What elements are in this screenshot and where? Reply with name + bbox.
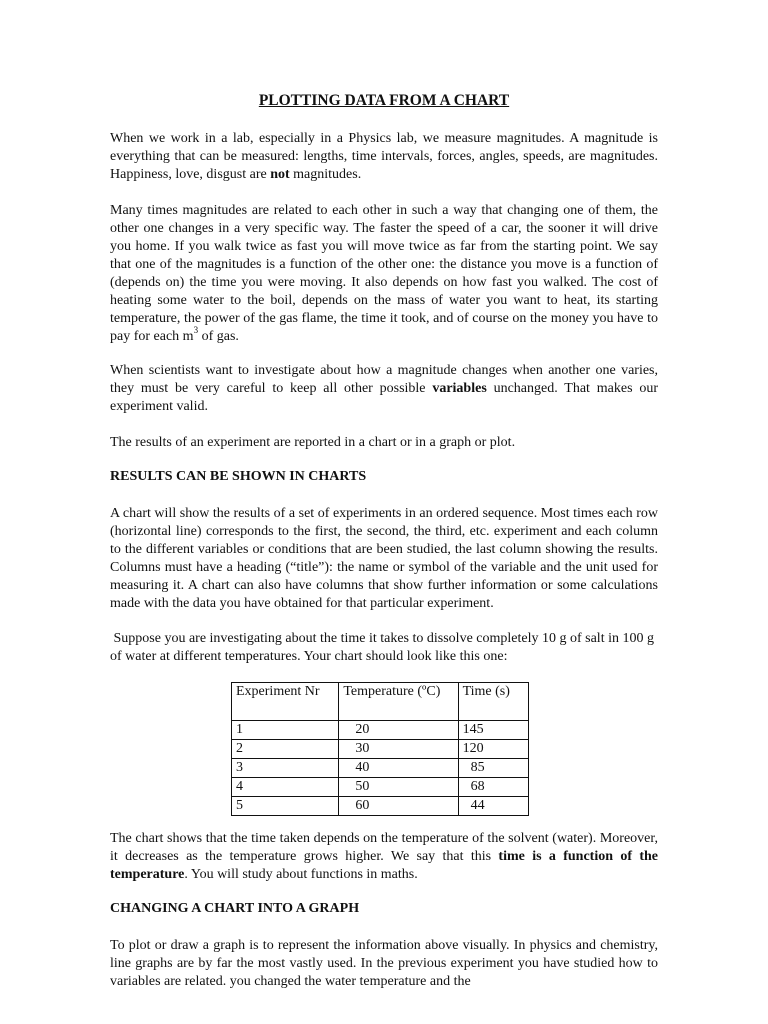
table-cell: 4 bbox=[232, 778, 339, 797]
table-cell: 44 bbox=[458, 797, 528, 816]
function-text: The chart shows that the time taken depends on the temperature of the solvent (water). Moreover, it decreases as the temperature grows higher. We say that this bbox=[110, 831, 658, 864]
salt-experiment-paragraph: Suppose you are investigating about the time it takes to dissolve completely 10 g of salt in 100 g of water at different temperatures. Your chart should look like this one: bbox=[110, 631, 658, 664]
page-title: PLOTTING DATA FROM A CHART bbox=[258, 92, 510, 109]
table-cell: 85 bbox=[458, 759, 528, 778]
superscript-3: 3 bbox=[193, 325, 199, 336]
function-bold-text: time is a function of the temperature bbox=[110, 849, 658, 882]
table-cell: 20 bbox=[339, 721, 458, 740]
graph-paragraph: To plot or draw a graph is to represent the information above visually. In physics and chemistry, line graphs are by far the most vastly used. In the previous experiment you have studied how to variables are related. you changed the water temperature and the bbox=[110, 938, 658, 989]
function-text-end: . You will study about functions in maths. bbox=[184, 867, 418, 882]
table-cell: 50 bbox=[339, 778, 458, 797]
function-paragraph bbox=[110, 830, 658, 884]
table-cell: 40 bbox=[339, 759, 458, 778]
table-header-cell: Experiment Nr bbox=[232, 683, 339, 721]
variables-bold-text: variables bbox=[432, 381, 487, 396]
table-row bbox=[232, 759, 529, 778]
table-header-cell: Temperature (ºC) bbox=[339, 683, 458, 721]
intro-text: When we work in a lab, especially in a Physics lab, we measure magnitudes. A magnitude is everything that can be measured: lengths, time intervals, forces, angles, speeds, are magnitudes. Happiness, love, disgust are bbox=[110, 131, 658, 182]
table-cell: 68 bbox=[458, 778, 528, 797]
results-table bbox=[231, 682, 529, 816]
table-cell: 30 bbox=[339, 740, 458, 759]
intro-text-end: magnitudes. bbox=[289, 167, 362, 182]
table-cell: 3 bbox=[232, 759, 339, 778]
table-cell: 120 bbox=[458, 740, 528, 759]
section-heading-graph: CHANGING A CHART INTO A GRAPH bbox=[110, 901, 360, 916]
table-row bbox=[232, 721, 529, 740]
results-reported-paragraph: The results of an experiment are reported in a chart or in a graph or plot. bbox=[110, 435, 516, 450]
table-row bbox=[232, 778, 529, 797]
table-row bbox=[232, 740, 529, 759]
variables-text: When scientists want to investigate about how a magnitude changes when another one varies, they must be very careful to keep all other possible bbox=[110, 363, 658, 396]
variables-paragraph bbox=[110, 362, 658, 416]
table-cell: 60 bbox=[339, 797, 458, 816]
table-cell: 1 bbox=[232, 721, 339, 740]
table-cell: 145 bbox=[458, 721, 528, 740]
section-heading-charts: RESULTS CAN BE SHOWN IN CHARTS bbox=[110, 469, 367, 484]
magnitudes-text: Many times magnitudes are related to each other in such a way that changing one of them, the other one changes in a very specific way. The faster the speed of a car, the sooner it will drive you home. If you walk twice as fast you will move twice as far from the starting point. We say that one of the magnitudes is a function of the other one: the distance you move is a function of (depends on) the time you were moving. It also depends on how fast you walked. The cost of heating some water to the boil, depends on the mass of water you want to heat, its starting temperature, the power of the gas flame, the time it took, and of course on the money you have to pay for each m bbox=[110, 203, 658, 344]
intro-bold-text: not bbox=[270, 167, 290, 182]
magnitudes-text-end: of gas. bbox=[198, 329, 239, 344]
intro-paragraph bbox=[110, 130, 658, 184]
variables-text-end: unchanged. That makes our experiment valid. bbox=[110, 381, 658, 414]
table-header-cell: Time (s) bbox=[458, 683, 528, 721]
table-cell: 2 bbox=[232, 740, 339, 759]
magnitudes-paragraph bbox=[110, 202, 658, 346]
table-cell: 5 bbox=[232, 797, 339, 816]
chart-description-paragraph: A chart will show the results of a set of experiments in an ordered sequence. Most times each row (horizontal line) corresponds to the first, the second, the third, etc. experiment and each column to the different variables or conditions that are been studied, the last column showing the results. Columns must have a heading (“title”): the name or symbol of the variable and the unit used for measuring it. A chart can also have columns that show further information or some calculations made with the data you have obtained for that particular experiment. bbox=[110, 506, 658, 611]
table-header-row bbox=[232, 683, 529, 721]
table-row bbox=[232, 797, 529, 816]
